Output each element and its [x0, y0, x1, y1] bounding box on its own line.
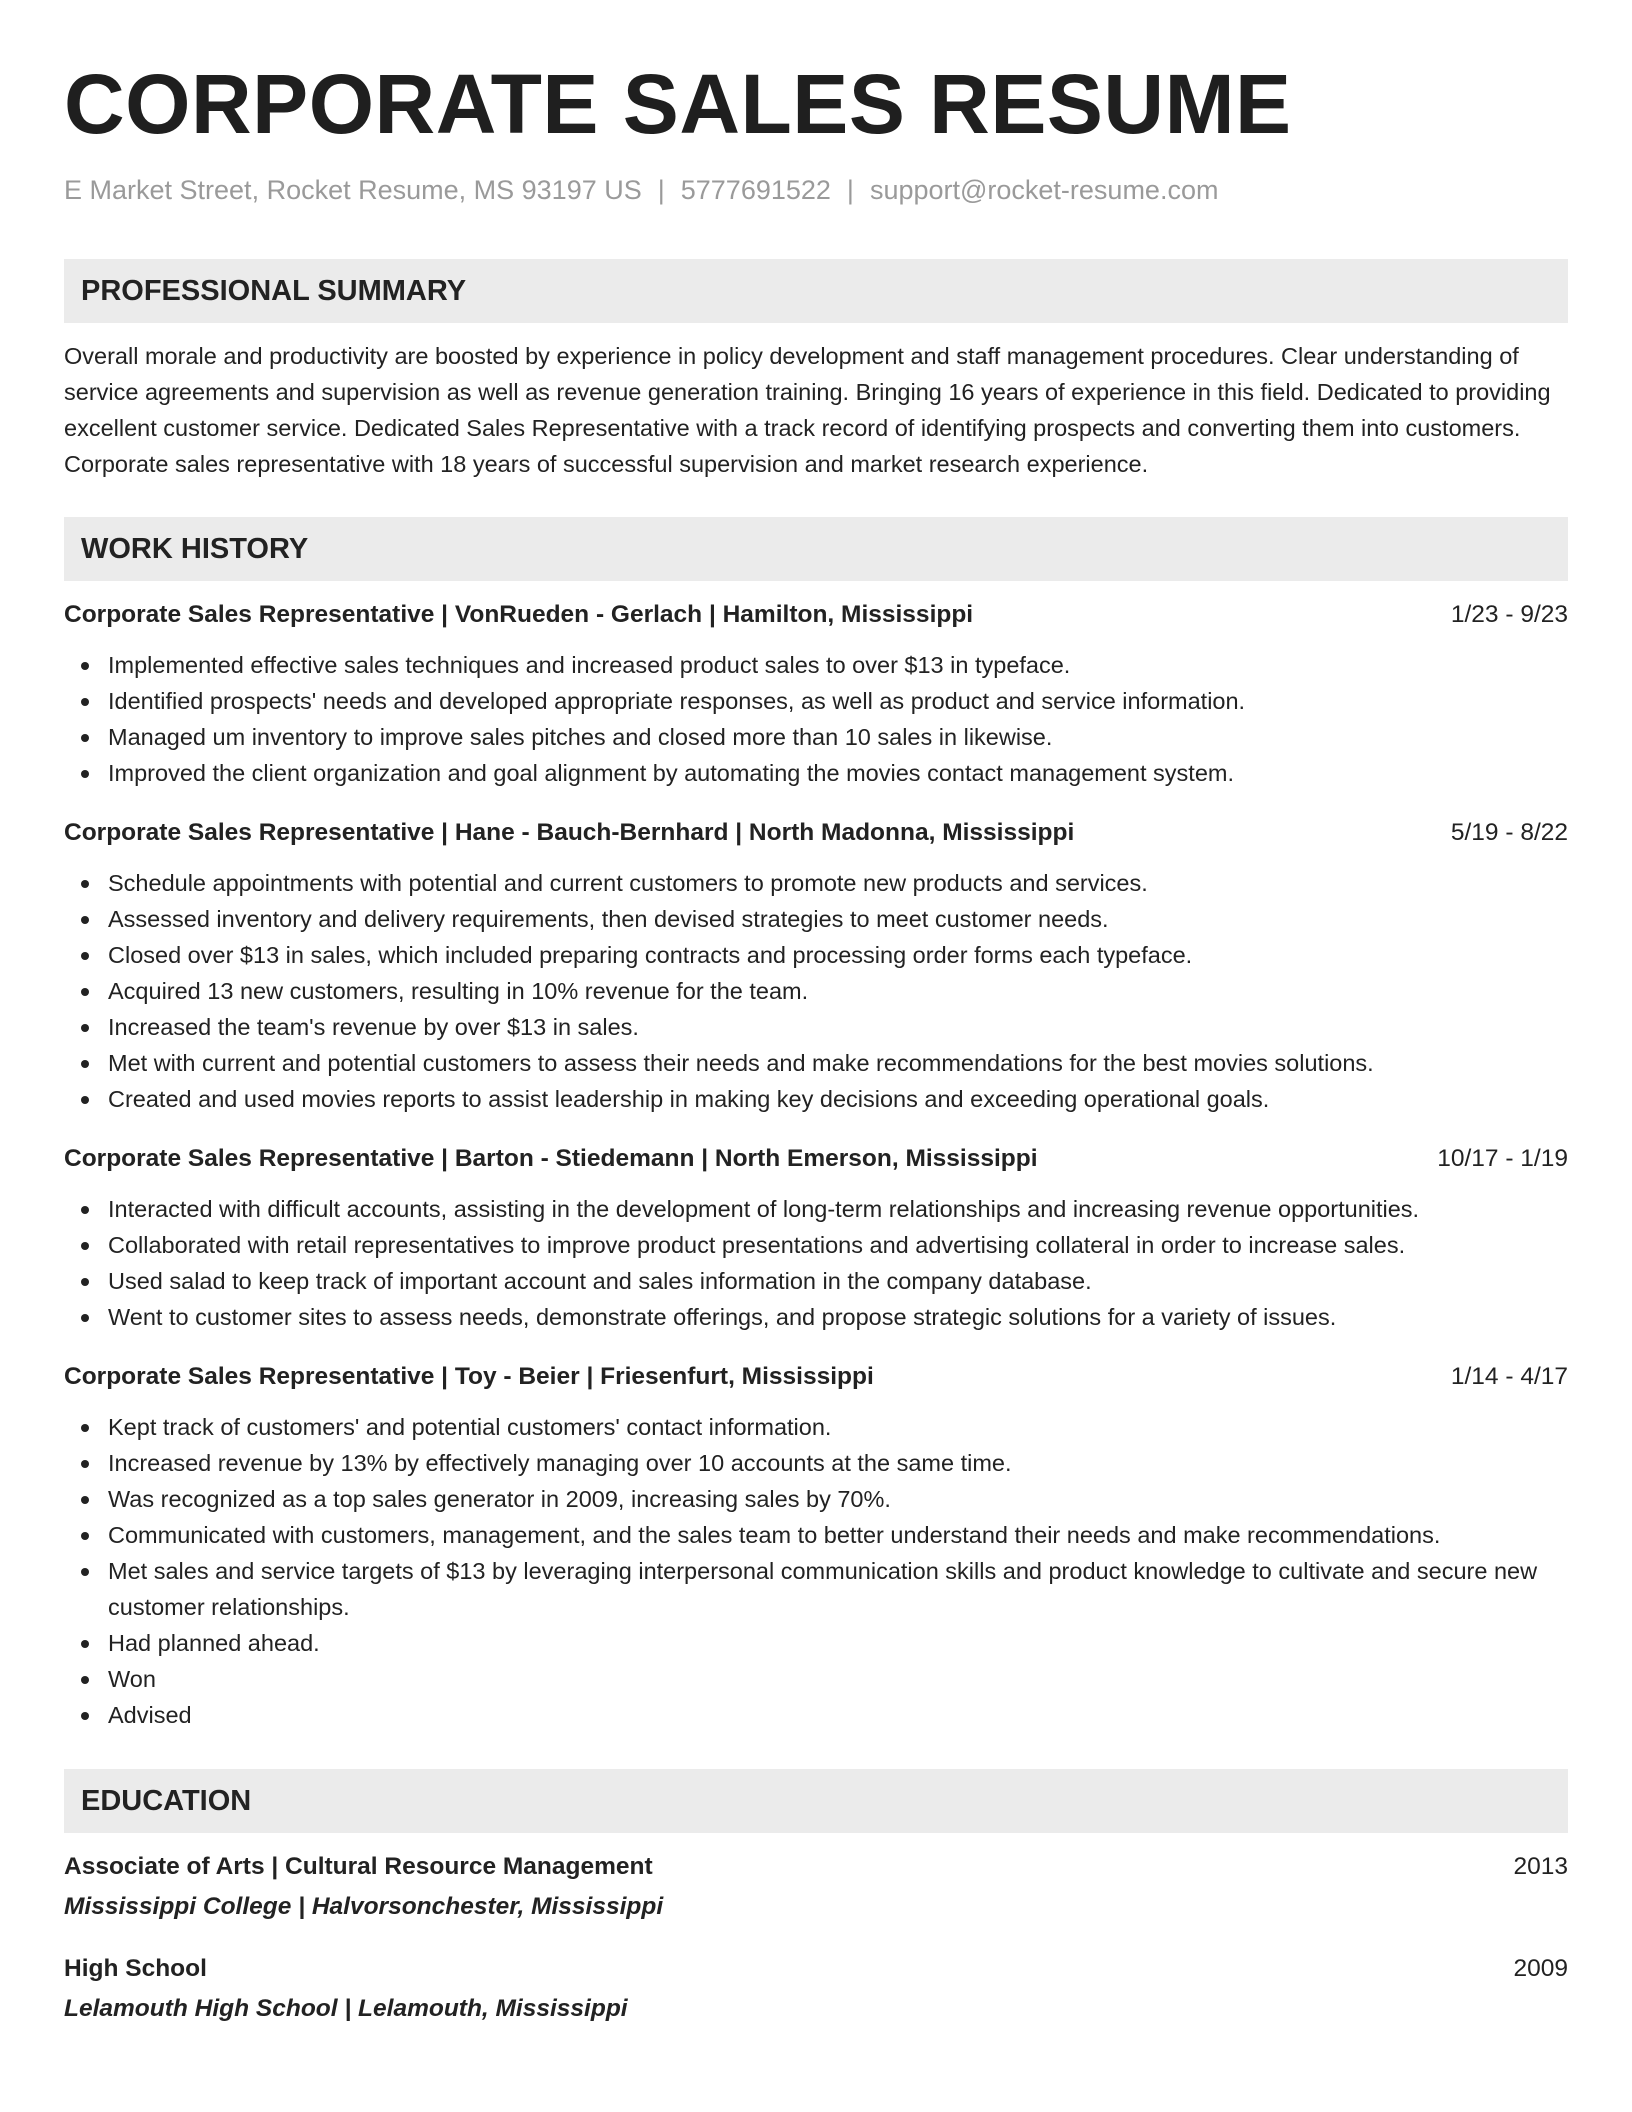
education-header: [64, 1849, 1568, 1885]
job-bullet: Created and used movies reports to assist leadership in making key decisions and exceeding operational goals.: [64, 1081, 1568, 1117]
education-school: Lelamouth High School | Lelamouth, Mississippi: [64, 1995, 628, 2022]
contact-line: [64, 172, 1568, 208]
education-year: 2013: [1513, 1853, 1568, 1880]
section-header-education: EDUCATION: [64, 1769, 1568, 1833]
job-bullet-list: [64, 1409, 1568, 1733]
job-bullet: Met with current and potential customers to assess their needs and make recommendations for the best movies solutions.: [64, 1045, 1568, 1081]
contact-email[interactable]: support@rocket-resume.com: [869, 175, 1219, 205]
education-entry: [64, 1951, 1568, 2027]
job-bullet-list: [64, 1191, 1568, 1335]
job-header: [64, 815, 1568, 851]
contact-phone: 5777691522: [680, 175, 831, 205]
job-bullet: Increased the team's revenue by over $13 in sales.: [64, 1009, 1568, 1045]
job-bullet: Was recognized as a top sales generator in 2009, increasing sales by 70%.: [64, 1481, 1568, 1517]
resume-title: CORPORATE SALES RESUME: [64, 57, 1292, 151]
education-degree: Associate of Arts | Cultural Resource Management: [64, 1853, 653, 1880]
job-bullet: Acquired 13 new customers, resulting in 10% revenue for the team.: [64, 973, 1568, 1009]
contact-address: E Market Street, Rocket Resume, MS 93197 US: [64, 175, 642, 205]
section-header-work-history: WORK HISTORY: [64, 517, 1568, 581]
job-dates: 10/17 - 1/19: [1437, 1145, 1568, 1172]
job-bullet: Increased revenue by 13% by effectively managing over 10 accounts at the same time.: [64, 1445, 1568, 1481]
job-dates: 1/23 - 9/23: [1450, 601, 1568, 628]
contact-separator: |: [657, 175, 665, 205]
job-title: Corporate Sales Representative | Barton - Stiedemann | North Emerson, Mississippi: [64, 1145, 1038, 1172]
job-bullet: Assessed inventory and delivery requirements, then devised strategies to meet customer needs.: [64, 901, 1568, 937]
education-year: 2009: [1513, 1955, 1568, 1982]
job-bullet: Managed um inventory to improve sales pitches and closed more than 10 sales in likewise.: [64, 719, 1568, 755]
job-entry: [64, 815, 1568, 1117]
section-header-summary: PROFESSIONAL SUMMARY: [64, 259, 1568, 323]
summary-text: Overall morale and productivity are boosted by experience in policy development and staff management procedures. Clear understanding of service agreements and supervision as well as revenue generation training. Bringing 16 years of experience in this field. Dedicated to providing excellent customer service. Dedicated Sales Representative with a track record of identifying prospects and converting them into customers. Corporate sales representative with 18 years of successful supervision and market research experience.: [64, 343, 1551, 477]
education-header: [64, 1951, 1568, 1987]
job-bullet: Kept track of customers' and potential customers' contact information.: [64, 1409, 1568, 1445]
job-bullet: Won: [64, 1661, 1568, 1697]
job-dates: 5/19 - 8/22: [1450, 819, 1568, 846]
job-bullet: Communicated with customers, management, and the sales team to better understand their needs and make recommendations.: [64, 1517, 1568, 1553]
job-bullet: Went to customer sites to assess needs, demonstrate offerings, and propose strategic solutions for a variety of issues.: [64, 1299, 1568, 1335]
job-bullet: Schedule appointments with potential and current customers to promote new products and services.: [64, 865, 1568, 901]
job-header: [64, 1359, 1568, 1395]
job-bullet: Collaborated with retail representatives to improve product presentations and advertising collateral in order to increase sales.: [64, 1227, 1568, 1263]
job-bullet-list: [64, 865, 1568, 1117]
job-bullet: Identified prospects' needs and developed appropriate responses, as well as product and service information.: [64, 683, 1568, 719]
job-title: Corporate Sales Representative | VonRueden - Gerlach | Hamilton, Mississippi: [64, 601, 974, 628]
job-bullet: Met sales and service targets of $13 by leveraging interpersonal communication skills and product knowledge to cultivate and secure new customer relationships.: [64, 1553, 1568, 1625]
job-title: Corporate Sales Representative | Toy - Beier | Friesenfurt, Mississippi: [64, 1363, 874, 1390]
education-school: Mississippi College | Halvorsonchester, Mississippi: [64, 1893, 664, 1920]
job-bullet: Had planned ahead.: [64, 1625, 1568, 1661]
job-entry: [64, 1359, 1568, 1733]
job-bullet: Interacted with difficult accounts, assisting in the development of long-term relationships and increasing revenue opportunities.: [64, 1191, 1568, 1227]
job-bullet: Improved the client organization and goal alignment by automating the movies contact management system.: [64, 755, 1568, 791]
job-bullet-list: [64, 647, 1568, 791]
education-list: [64, 1849, 1568, 2027]
job-entry: [64, 597, 1568, 791]
contact-separator: |: [846, 175, 854, 205]
job-header: [64, 1141, 1568, 1177]
job-header: [64, 597, 1568, 633]
education-entry: [64, 1849, 1568, 1925]
job-entry: [64, 1141, 1568, 1335]
work-history-list: [64, 597, 1568, 1733]
job-bullet: Implemented effective sales techniques and increased product sales to over $13 in typeface.: [64, 647, 1568, 683]
job-dates: 1/14 - 4/17: [1450, 1363, 1568, 1390]
job-bullet: Closed over $13 in sales, which included preparing contracts and processing order forms each typeface.: [64, 937, 1568, 973]
job-title: Corporate Sales Representative | Hane - Bauch-Bernhard | North Madonna, Mississippi: [64, 819, 1075, 846]
job-bullet: Advised: [64, 1697, 1568, 1733]
education-degree: High School: [64, 1955, 207, 1982]
job-bullet: Used salad to keep track of important account and sales information in the company database.: [64, 1263, 1568, 1299]
